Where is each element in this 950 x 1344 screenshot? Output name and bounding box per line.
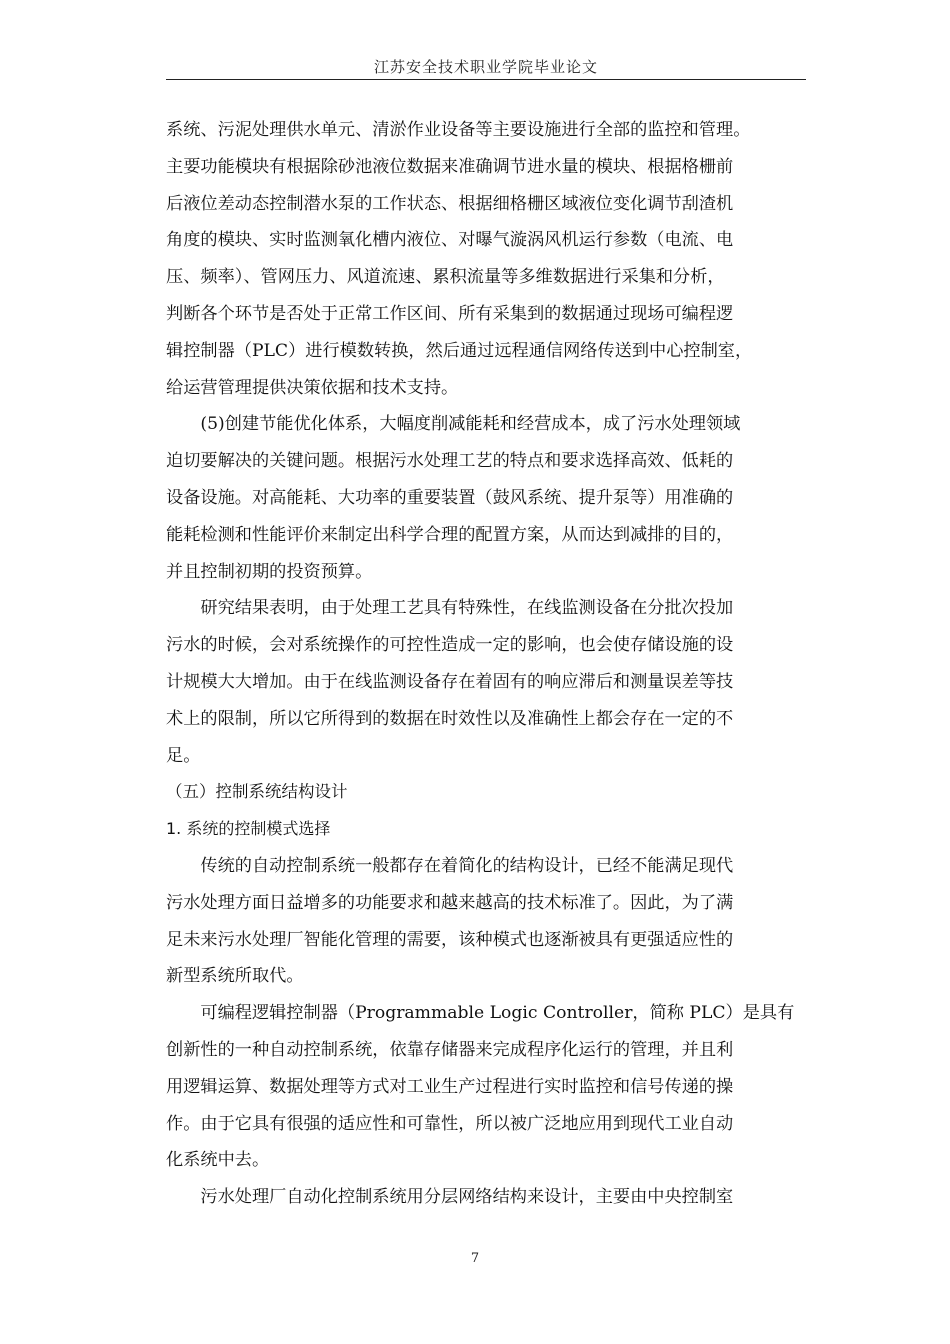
body-line: 足。	[166, 745, 201, 766]
body-line: 给运营管理提供决策依据和技术支持。	[166, 377, 459, 398]
body-line: 计规模大大增加。由于在线监测设备存在着固有的响应滞后和测量误差等技	[166, 671, 734, 692]
body-line: 传统的自动控制系统一般都存在着简化的结构设计，已经不能满足现代	[166, 855, 734, 876]
body-line: 污水的时候，会对系统操作的可控性造成一定的影响，也会使存储设施的设	[166, 635, 734, 656]
header-divider	[166, 79, 806, 80]
body-line: 判断各个环节是否处于正常工作区间、所有采集到的数据通过现场可编程逻	[166, 303, 734, 324]
body-line: 并且控制初期的投资预算。	[166, 561, 373, 582]
subsection-heading: 1. 系统的控制模式选择	[166, 819, 331, 839]
body-line: 可编程逻辑控制器（Programmable Logic Controller，简称 PLC）是具有	[166, 1003, 795, 1024]
body-line: 创新性的一种自动控制系统，依靠存储器来完成程序化运行的管理，并且利	[166, 1039, 734, 1060]
body-line: 足未来污水处理厂智能化管理的需要，该种模式也逐渐被具有更强适应性的	[166, 929, 734, 950]
body-line: 研究结果表明，由于处理工艺具有特殊性，在线监测设备在分批次投加	[166, 598, 734, 619]
body-line: 角度的模块、实时监测氧化槽内液位、对曝气漩涡风机运行参数（电流、电	[166, 230, 734, 251]
document-body	[166, 112, 810, 1216]
page-number: 7	[470, 1251, 480, 1266]
body-line: 用逻辑运算、数据处理等方式对工业生产过程进行实时监控和信号传递的操	[166, 1076, 734, 1097]
body-line: (5)创建节能优化体系，大幅度削减能耗和经营成本，成了污水处理领域	[166, 414, 741, 435]
body-line: 污水处理方面日益增多的功能要求和越来越高的技术标准了。因此，为了满	[166, 892, 734, 913]
body-line: 辑控制器（PLC）进行模数转换，然后通过远程通信网络传送到中心控制室，	[166, 340, 753, 361]
body-line: 作。由于它具有很强的适应性和可靠性，所以被广泛地应用到现代工业自动	[166, 1113, 734, 1134]
body-line: 后液位差动态控制潜水泵的工作状态、根据细格栅区域液位变化调节刮渣机	[166, 193, 734, 214]
section-heading: （五）控制系统结构设计	[166, 782, 348, 802]
body-line: 压、频率）、管网压力、风道流速、累积流量等多维数据进行采集和分析，	[166, 267, 725, 288]
body-line: 能耗检测和性能评价来制定出科学合理的配置方案，从而达到减排的目的，	[166, 524, 734, 545]
body-line: 设备设施。对高能耗、大功率的重要装置（鼓风系统、提升泵等）用准确的	[166, 487, 734, 508]
body-line: 主要功能模块有根据除砂池液位数据来准确调节进水量的模块、根据格栅前	[166, 156, 734, 177]
body-line: 化系统中去。	[166, 1150, 270, 1171]
page-header: 江苏安全技术职业学院毕业论文	[373, 58, 598, 76]
body-line: 迫切要解决的关键问题。根据污水处理工艺的特点和要求选择高效、低耗的	[166, 451, 734, 472]
body-line: 污水处理厂自动化控制系统用分层网络结构来设计，主要由中央控制室	[166, 1187, 734, 1208]
body-line: 系统、污泥处理供水单元、清淤作业设备等主要设施进行全部的监控和管理。	[166, 120, 751, 140]
body-line: 术上的限制，所以它所得到的数据在时效性以及准确性上都会存在一定的不	[166, 708, 734, 729]
body-line: 新型系统所取代。	[166, 966, 304, 987]
